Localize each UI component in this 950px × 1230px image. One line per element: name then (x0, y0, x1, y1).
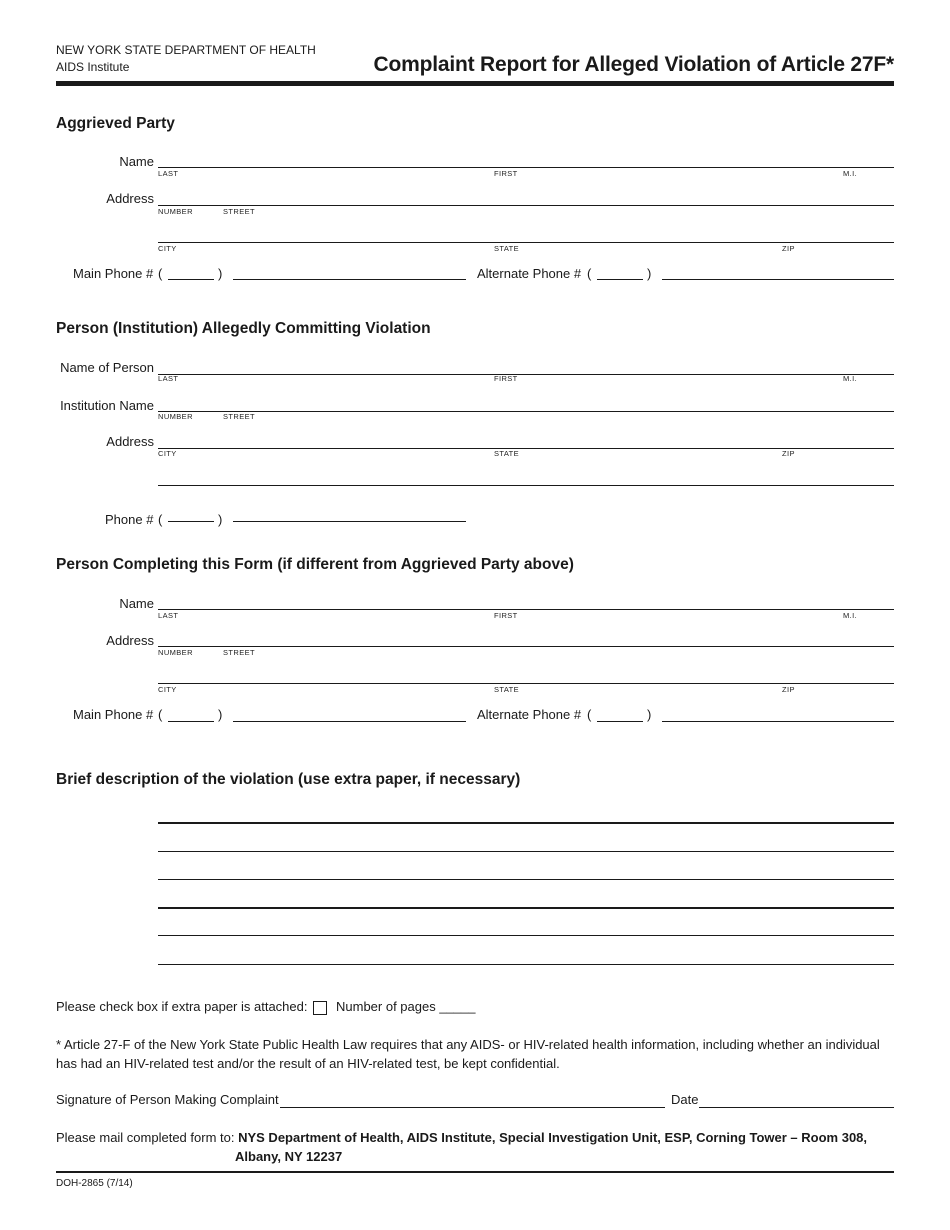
paren-close: ) (647, 707, 652, 722)
sub-city: CITY (158, 685, 177, 694)
aggrieved-main-phone-field[interactable] (233, 279, 466, 280)
aggrieved-name-field[interactable] (158, 167, 894, 168)
completer-main-phone-label: Main Phone # (73, 707, 154, 722)
sub-first: FIRST (494, 169, 518, 178)
paren-open: ( (587, 707, 592, 722)
description-heading: Brief description of the violation (use extra paper, if necessary) (56, 771, 521, 788)
completer-address-label: Address (106, 633, 154, 648)
description-line[interactable] (158, 935, 894, 936)
form-number: DOH-2865 (7/14) (56, 1178, 133, 1189)
paren-open: ( (158, 512, 163, 527)
sub-last: LAST (158, 374, 179, 383)
sub-number: NUMBER (158, 648, 193, 657)
sub-mi: M.I. (843, 611, 858, 620)
aggrieved-city-field[interactable] (158, 242, 894, 243)
violator-address-label: Address (106, 434, 154, 449)
sub-city: CITY (158, 244, 177, 253)
number-of-pages-label: Number of pages _____ (336, 999, 476, 1014)
paren-close: ) (647, 266, 652, 281)
paren-close: ) (218, 707, 223, 722)
agency-name: NEW YORK STATE DEPARTMENT OF HEALTH (56, 43, 316, 57)
form-title: Complaint Report for Alleged Violation of Article 27F* (373, 53, 894, 76)
sub-last: LAST (158, 611, 179, 620)
violator-phone-field[interactable] (233, 521, 466, 522)
violator-institution-label: Institution Name (60, 398, 154, 413)
mail-address-line2: Albany, NY 12237 (235, 1149, 343, 1164)
sub-street: STREET (223, 207, 255, 216)
aggrieved-alt-area-code[interactable] (597, 279, 643, 280)
aggrieved-alt-phone-field[interactable] (662, 279, 894, 280)
completer-city-field[interactable] (158, 683, 894, 684)
violator-institution-field[interactable] (158, 411, 894, 412)
footer-divider (56, 1171, 894, 1173)
sub-last: LAST (158, 169, 179, 178)
description-line[interactable] (158, 879, 894, 880)
mailing-instructions (56, 1128, 896, 1166)
sub-state: STATE (494, 685, 520, 694)
paren-open: ( (158, 707, 163, 722)
aggrieved-main-phone-label: Main Phone # (73, 266, 154, 281)
sub-zip: ZIP (782, 685, 795, 694)
paren-close: ) (218, 512, 223, 527)
signature-label: Signature of Person Making Complaint (56, 1092, 279, 1107)
completer-street-field[interactable] (158, 646, 894, 647)
sub-number: NUMBER (158, 207, 193, 216)
description-line[interactable] (158, 907, 894, 909)
paren-close: ) (218, 266, 223, 281)
institute-name: AIDS Institute (56, 60, 130, 74)
violator-address-line2-field[interactable] (158, 485, 894, 486)
sub-first: FIRST (494, 611, 518, 620)
violator-phone-label: Phone # (105, 512, 154, 527)
completer-name-label: Name (119, 596, 154, 611)
aggrieved-street-field[interactable] (158, 205, 894, 206)
sub-mi: M.I. (843, 374, 858, 383)
completer-alt-phone-label: Alternate Phone # (477, 707, 582, 722)
completer-main-phone-field[interactable] (233, 721, 466, 722)
completer-alt-area-code[interactable] (597, 721, 643, 722)
date-label: Date (671, 1092, 699, 1107)
agency-header (56, 42, 316, 76)
sub-zip: ZIP (782, 449, 795, 458)
aggrieved-name-label: Name (119, 154, 154, 169)
aggrieved-alt-phone-label: Alternate Phone # (477, 266, 582, 281)
sub-first: FIRST (494, 374, 518, 383)
sub-number: NUMBER (158, 412, 193, 421)
violator-heading: Person (Institution) Allegedly Committing Violation (56, 320, 431, 337)
description-line[interactable] (158, 851, 894, 852)
completer-name-field[interactable] (158, 609, 894, 610)
sub-city: CITY (158, 449, 177, 458)
sub-state: STATE (494, 449, 520, 458)
aggrieved-heading: Aggrieved Party (56, 115, 175, 132)
violator-area-code[interactable] (168, 521, 214, 522)
aggrieved-main-area-code[interactable] (168, 279, 214, 280)
completer-main-area-code[interactable] (168, 721, 214, 722)
paren-open: ( (587, 266, 592, 281)
confidentiality-footnote: * Article 27-F of the New York State Public Health Law requires that any AIDS- or HIV-related health information, including whether an individual has had an HIV-related test and/or the result of an HIV-related test, be kept confidential. (56, 1037, 880, 1071)
extra-paper-label: Please check box if extra paper is attached: (56, 999, 308, 1014)
mail-address-line1: NYS Department of Health, AIDS Institute, Special Investigation Unit, ESP, Corning Tower – Room 308, (238, 1130, 868, 1145)
sub-street: STREET (223, 412, 255, 421)
extra-paper-checkbox[interactable] (313, 1001, 327, 1015)
description-line[interactable] (158, 964, 894, 965)
completer-heading: Person Completing this Form (if different from Aggrieved Party above) (56, 556, 574, 573)
mail-label: Please mail completed form to: (56, 1130, 235, 1145)
violator-name-field[interactable] (158, 374, 894, 375)
signature-field[interactable] (280, 1107, 665, 1108)
completer-alt-phone-field[interactable] (662, 721, 894, 722)
sub-state: STATE (494, 244, 520, 253)
description-line[interactable] (158, 822, 894, 824)
sub-mi: M.I. (843, 169, 858, 178)
date-field[interactable] (699, 1107, 894, 1108)
violator-name-label: Name of Person (60, 360, 154, 375)
sub-street: STREET (223, 648, 255, 657)
aggrieved-address-label: Address (106, 191, 154, 206)
paren-open: ( (158, 266, 163, 281)
sub-zip: ZIP (782, 244, 795, 253)
header-divider (56, 81, 894, 86)
